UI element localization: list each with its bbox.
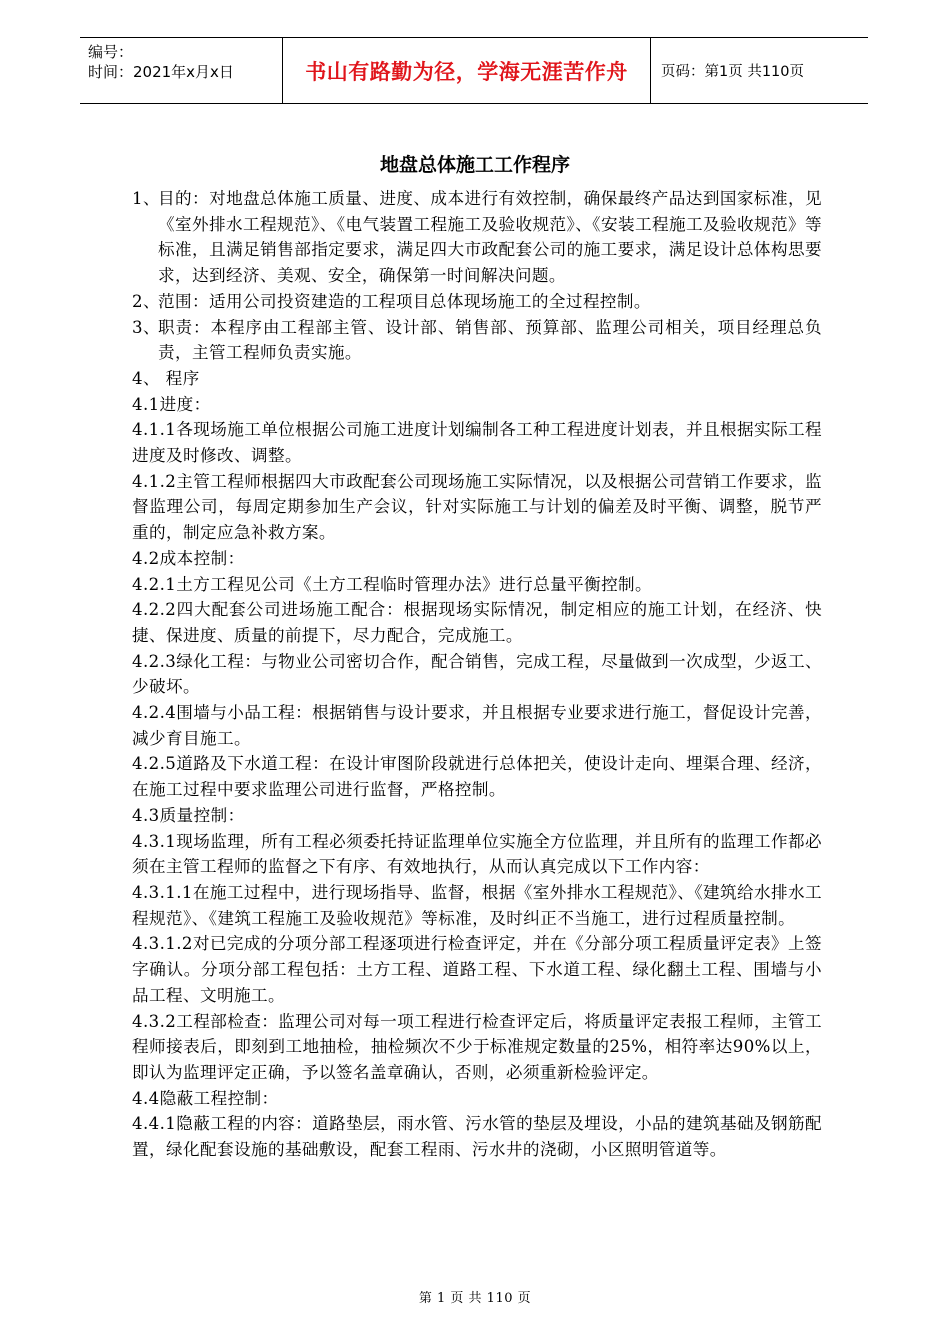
serial-number-label: 编号：: [88, 43, 134, 61]
paragraph: 4.2.1土方工程见公司《土方工程临时管理办法》进行总量平衡控制。: [132, 574, 653, 594]
date-line: 时间：2021年x月x日: [88, 63, 234, 81]
list-text: 目的：对地盘总体施工质量、进度、成本进行有效控制，确保最终产品达到国家标准，见《室外排水工程规范》、《电气装置工程施工及验收规范》、《安装工程施工及验收规范》等标准，且满足销售部指定要求，满足四大市政配套公司的施工要求，满足设计总体构思要求，达到经济、美观、安全，确保第一时间解决问题。: [158, 189, 822, 286]
list-number: 3、: [132, 317, 160, 337]
page-info-text: 页码：第1页 共110页: [661, 64, 805, 80]
list-text: 职责：本程序由工程部主管、设计部、销售部、预算部、监理公司相关，项目经理总负责，主管工程师负责实施。: [158, 317, 822, 363]
list-item-scope: [132, 289, 822, 315]
paragraph: 4.3.1现场监理，所有工程必须委托持证监理单位实施全方位监理，并且所有的监理工作都必须在主管工程师的监督之下有序、有效地执行，从而认真完成以下工作内容：: [132, 831, 822, 877]
paragraph: 4.3.1.2对已完成的分项分部工程逐项进行检查评定，并在《分部分项工程质量评定表》上签字确认。分项分部工程包括：土方工程、道路工程、下水道工程、绿化翻土工程、围墙与小品工程、文明施工。: [132, 934, 822, 1005]
document-title: 地盘总体施工工作程序: [379, 154, 570, 176]
section-heading: 4.1进度：: [132, 394, 211, 414]
list-number: 1、: [132, 189, 160, 208]
paragraph: 4.1.2主管工程师根据四大市政配套公司现场施工实际情况，以及根据公司营销工作要求，监督监理公司，每周定期参加生产会议，针对实际施工与计划的偏差及时平衡、调整，脱节严重的，制定应急补救方案。: [132, 471, 822, 543]
header-table: [80, 37, 868, 104]
list-text: 范围：适用公司投资建造的工程项目总体现场施工的全过程控制。: [158, 291, 651, 311]
paragraph: 4.4.1隐蔽工程的内容：道路垫层，雨水管、污水管的垫层及埋设，小品的建筑基础及钢筋配置，绿化配套设施的基础敷设，配套工程雨、污水井的浇砌，小区照明管道等。: [132, 1114, 822, 1160]
page-footer: 第 1 页 共 110 页: [418, 1291, 532, 1306]
header-meta-cell: [80, 38, 282, 103]
paragraph: 4.2.5道路及下水道工程：在设计审图阶段就进行总体把关，使设计走向、埋渠合理、经济，在施工过程中要求监理公司进行监督，严格控制。: [132, 754, 822, 800]
page-info-cell: [651, 38, 868, 103]
document-body: [132, 186, 822, 1163]
paragraph: 4.2.2四大配套公司进场施工配合：根据现场实际情况，制定相应的施工计划，在经济、快捷、保进度、质量的前提下，尽力配合，完成施工。: [132, 600, 822, 645]
list-item-purpose: [132, 186, 822, 289]
section-heading: 4.2成本控制：: [132, 548, 245, 568]
list-number: 2、: [132, 291, 160, 311]
motto-text: 书山有路勤为径，学海无涯苦作舟: [305, 59, 628, 84]
list-item-responsibility: [132, 315, 822, 366]
section-heading: 4.4隐蔽工程控制：: [132, 1088, 279, 1108]
paragraph: 4.1.1各现场施工单位根据公司施工进度计划编制各工种工程进度计划表，并且根据实际工程进度及时修改、调整。: [132, 420, 822, 466]
paragraph: 4.2.3绿化工程：与物业公司密切合作，配合销售，完成工程，尽量做到一次成型，少返工、少破坏。: [132, 651, 822, 697]
paragraph: 4.2.4围墙与小品工程：根据销售与设计要求，并且根据专业要求进行施工，督促设计完善，减少育目施工。: [132, 703, 822, 748]
paragraph: 4.3.2工程部检查：监理公司对每一项工程进行检查评定后，将质量评定表报工程师，主管工程师接表后，即刻到工地抽检，抽检频次不少于标准规定数量的25%，相符率达90%以上，即认为监理评定正确，予以签名盖章确认，否则，必须重新检验评定。: [132, 1011, 822, 1082]
section-heading: 4、 程序: [132, 368, 200, 388]
paragraph: 4.3.1.1在施工过程中，进行现场指导、监督，根据《室外排水工程规范》、《建筑给水排水工程规范》、《建筑工程施工及验收规范》等标准，及时纠正不当施工，进行过程质量控制。: [132, 882, 823, 928]
section-heading: 4.3质量控制：: [132, 805, 245, 825]
motto-cell: [282, 38, 651, 103]
